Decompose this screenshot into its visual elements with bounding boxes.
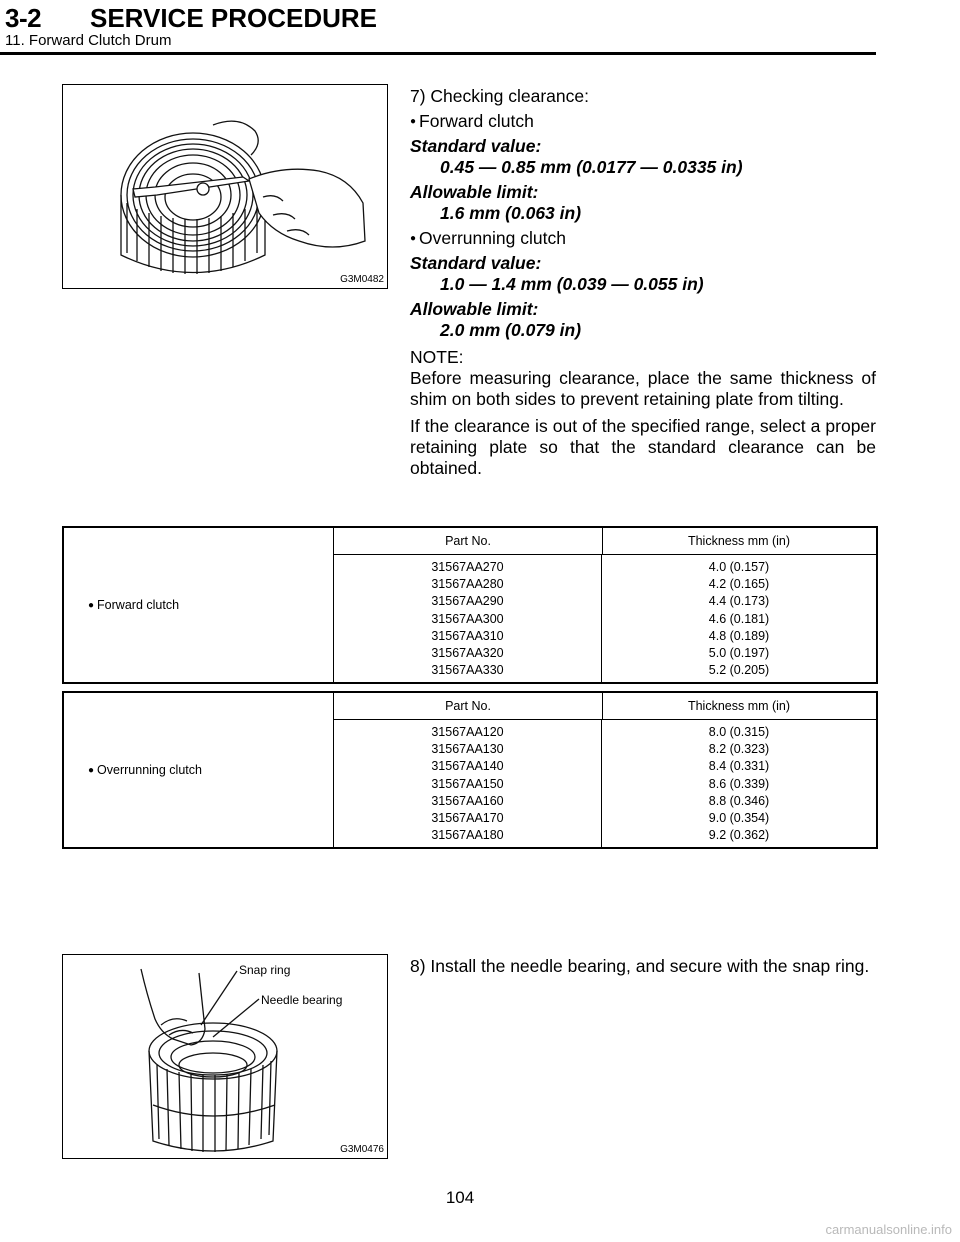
column-header-thickness: Thickness mm (in) (687, 699, 791, 713)
figure-id: G3M0476 (340, 1144, 384, 1155)
page-number: 104 (445, 1188, 475, 1207)
table-cell: 31567AA310 (431, 628, 504, 643)
note-label: NOTE: (410, 347, 464, 367)
fwd-standard-label: Standard value: (410, 136, 542, 156)
fwd-standard-value: 0.45 — 0.85 mm (0.0177 — 0.0335 in) (440, 157, 743, 177)
table-cell: 8.8 (0.346) (708, 793, 770, 808)
table-header (334, 693, 876, 720)
needle-bearing-callout: Needle bearing (261, 993, 343, 1007)
table-cell: 4.8 (0.189) (708, 628, 770, 643)
table-cell: 5.0 (0.197) (708, 645, 770, 660)
step-7-text (410, 86, 876, 479)
table-cell: 31567AA120 (431, 725, 504, 739)
note-text: Before measuring clearance, place the same thickness of shim on both sides to prevent retaining plate from tilting. (410, 368, 876, 409)
column-header-part-no: Part No. (334, 528, 603, 554)
table-cell: 8.4 (0.331) (708, 759, 770, 774)
table-label: ● Forward clutch (64, 528, 334, 682)
ovr-standard-label: Standard value: (410, 253, 542, 273)
table-cell: 31567AA170 (431, 810, 504, 825)
ovr-limit-label: Allowable limit: (410, 299, 539, 319)
table-body (334, 720, 876, 847)
header-rule (0, 52, 876, 55)
table-cell: 4.4 (0.173) (708, 594, 770, 609)
column-header-thickness: Thickness mm (in) (687, 534, 791, 548)
figure-id: G3M0482 (340, 274, 384, 285)
table-cell: 4.2 (0.165) (708, 577, 770, 592)
table-cell: 31567AA160 (431, 793, 504, 808)
ovr-standard-value: 1.0 — 1.4 mm (0.039 — 0.055 in) (440, 274, 704, 294)
footer-watermark: carmanualsonline.info (825, 1222, 952, 1237)
bullet-icon: ● (88, 599, 95, 611)
table-cell: 4.6 (0.181) (708, 611, 770, 626)
table-cell: 9.0 (0.354) (708, 810, 770, 825)
step-8-text: 8) Install the needle bearing, and secure with the snap ring. (410, 956, 870, 976)
overrunning-clutch-table (62, 691, 878, 849)
table-cell: 31567AA180 (431, 828, 504, 843)
part-number-column (334, 555, 602, 682)
table-cell: 31567AA280 (431, 577, 504, 592)
table-cell: 8.0 (0.315) (708, 725, 770, 739)
thickness-column (602, 555, 876, 682)
section-title: SERVICE PROCEDURE (90, 3, 378, 33)
step-7-heading: 7) Checking clearance: (410, 86, 589, 106)
table-cell: 31567AA330 (431, 663, 504, 678)
table-cell: 9.2 (0.362) (708, 828, 770, 843)
bullet-icon: ● (410, 233, 417, 244)
ovr-limit-value: 2.0 mm (0.079 in) (440, 320, 582, 340)
table-cell: 8.6 (0.339) (708, 776, 770, 791)
table-cell: 5.2 (0.205) (708, 663, 770, 678)
bullet-icon: ● (410, 116, 417, 127)
table-cell: 31567AA140 (431, 759, 504, 774)
table-cell: 31567AA290 (431, 594, 504, 609)
part-number-column (334, 720, 602, 847)
clutch-drum-feeler-illustration (63, 85, 387, 288)
fwd-limit-value: 1.6 mm (0.063 in) (440, 203, 582, 223)
table-header (334, 528, 876, 555)
overrunning-clutch-bullet: ● Overrunning clutch (410, 228, 566, 248)
instruction-text: If the clearance is out of the specified range, select a proper retaining plate so that the standard clearance can be obtained. (410, 416, 876, 478)
forward-clutch-table (62, 526, 878, 684)
table-cell: 31567AA130 (431, 742, 504, 757)
bullet-icon: ● (88, 764, 95, 776)
fwd-limit-label: Allowable limit: (410, 182, 539, 202)
table-label: ● Overrunning clutch (64, 693, 334, 847)
needle-bearing-illustration (63, 955, 387, 1158)
table-cell: 31567AA270 (431, 560, 504, 574)
column-header-part-no: Part No. (334, 693, 603, 719)
figure-clearance-check (62, 84, 388, 289)
section-number: 3-2 (5, 3, 42, 33)
snap-ring-callout: Snap ring (239, 963, 291, 977)
table-cell: 4.0 (0.157) (708, 560, 770, 574)
thickness-column (602, 720, 876, 847)
subsection-title: 11. Forward Clutch Drum (5, 32, 172, 49)
table-cell: 8.2 (0.323) (708, 742, 770, 757)
table-body (334, 555, 876, 682)
table-cell: 31567AA320 (431, 645, 504, 660)
figure-needle-bearing (62, 954, 388, 1159)
table-cell: 31567AA300 (431, 611, 504, 626)
table-cell: 31567AA150 (431, 776, 504, 791)
forward-clutch-bullet: ● Forward clutch (410, 111, 534, 131)
